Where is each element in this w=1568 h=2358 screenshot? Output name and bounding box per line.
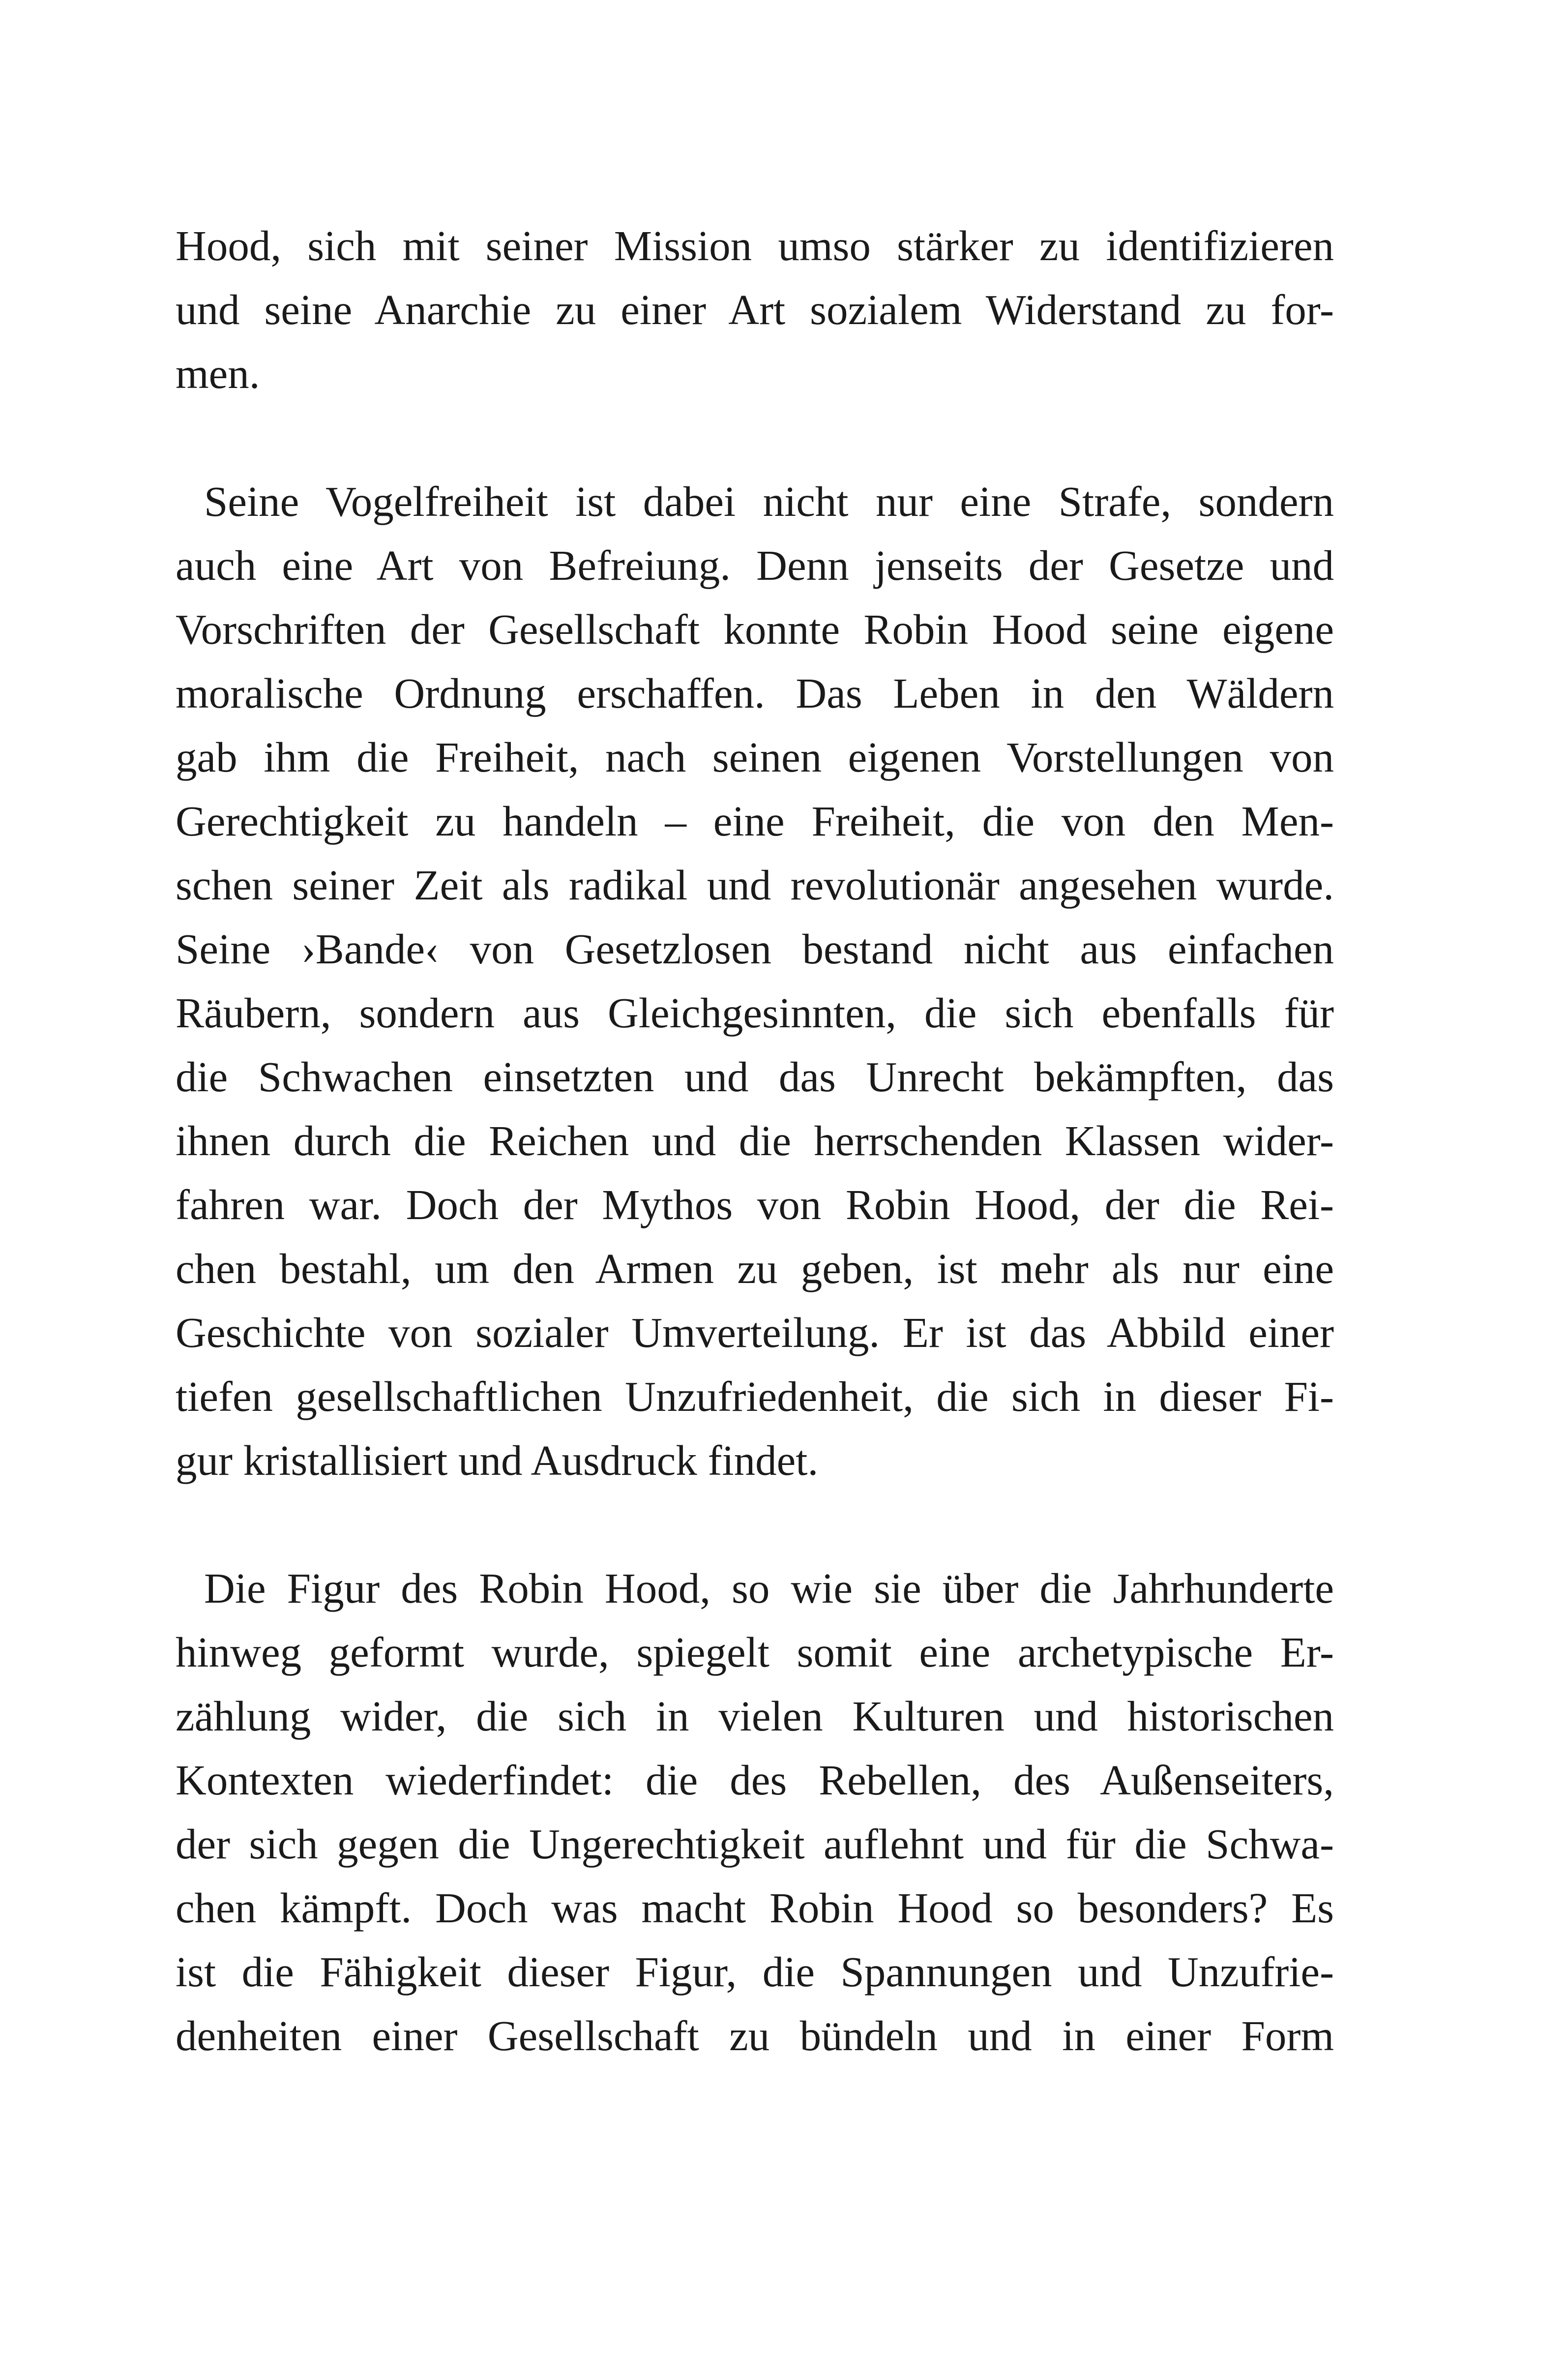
text-line: gur kristallisiert und Ausdruck findet. (176, 1436, 819, 1484)
text-line: fahren war. Doch der Mythos von Robin Hood, der die Rei- (176, 1181, 1334, 1228)
text-line: Hood, sich mit seiner Mission umso stärker zu identifizieren (176, 222, 1334, 269)
text-line: Räubern, sondern aus Gleichgesinnten, die sich ebenfalls für (176, 989, 1334, 1037)
text-line: Seine ›Bande‹ von Gesetzlosen bestand nicht aus einfachen (176, 925, 1334, 973)
paragraph-gap (176, 406, 1334, 470)
text-line: Kontexten wiederfindet: die des Rebellen, des Außenseiters, (176, 1756, 1334, 1804)
text-line: Vorschriften der Gesellschaft konnte Robin Hood seine eigene (176, 605, 1334, 653)
text-line: Gerechtigkeit zu handeln – eine Freiheit, die von den Men- (176, 797, 1334, 845)
text-line: schen seiner Zeit als radikal und revolutionär angesehen wurde. (176, 861, 1334, 909)
text-line: zählung wider, die sich in vielen Kulturen und historischen (176, 1692, 1334, 1740)
text-line: Geschichte von sozialer Umverteilung. Er ist das Abbild einer (176, 1309, 1334, 1356)
text-line: chen bestahl, um den Armen zu geben, ist mehr als nur eine (176, 1245, 1334, 1292)
paragraph-3 (176, 1556, 1334, 2068)
paragraph-1 (176, 214, 1334, 406)
text-line: gab ihm die Freiheit, nach seinen eigenen Vorstellungen von (176, 733, 1334, 781)
text-line: chen kämpft. Doch was macht Robin Hood so besonders? Es (176, 1884, 1334, 1932)
text-line: moralische Ordnung erschaffen. Das Leben in den Wäldern (176, 669, 1334, 717)
text-line: die Schwachen einsetzten und das Unrecht bekämpften, das (176, 1053, 1334, 1101)
text-line: Die Figur des Robin Hood, so wie sie über die Jahrhunderte (204, 1564, 1334, 1612)
text-line: Seine Vogelfreiheit ist dabei nicht nur eine Strafe, sondern (204, 478, 1334, 525)
body-text (176, 214, 1334, 2068)
text-line: hinweg geformt wurde, spiegelt somit eine archetypische Er- (176, 1628, 1334, 1676)
text-line: ihnen durch die Reichen und die herrschenden Klassen wider- (176, 1117, 1334, 1164)
text-line: men. (176, 350, 260, 397)
text-line: denheiten einer Gesellschaft zu bündeln und in einer Form (176, 2012, 1334, 2060)
paragraph-gap (176, 1492, 1334, 1556)
text-line: auch eine Art von Befreiung. Denn jenseits der Gesetze und (176, 541, 1334, 589)
text-line: der sich gegen die Ungerechtigkeit auflehnt und für die Schwa- (176, 1820, 1334, 1868)
text-line: ist die Fähigkeit dieser Figur, die Spannungen und Unzufrie- (176, 1948, 1334, 1996)
paragraph-2 (176, 470, 1334, 1492)
text-line: und seine Anarchie zu einer Art sozialem Widerstand zu for- (176, 286, 1334, 333)
text-line: tiefen gesellschaftlichen Unzufriedenheit, die sich in dieser Fi- (176, 1373, 1334, 1420)
